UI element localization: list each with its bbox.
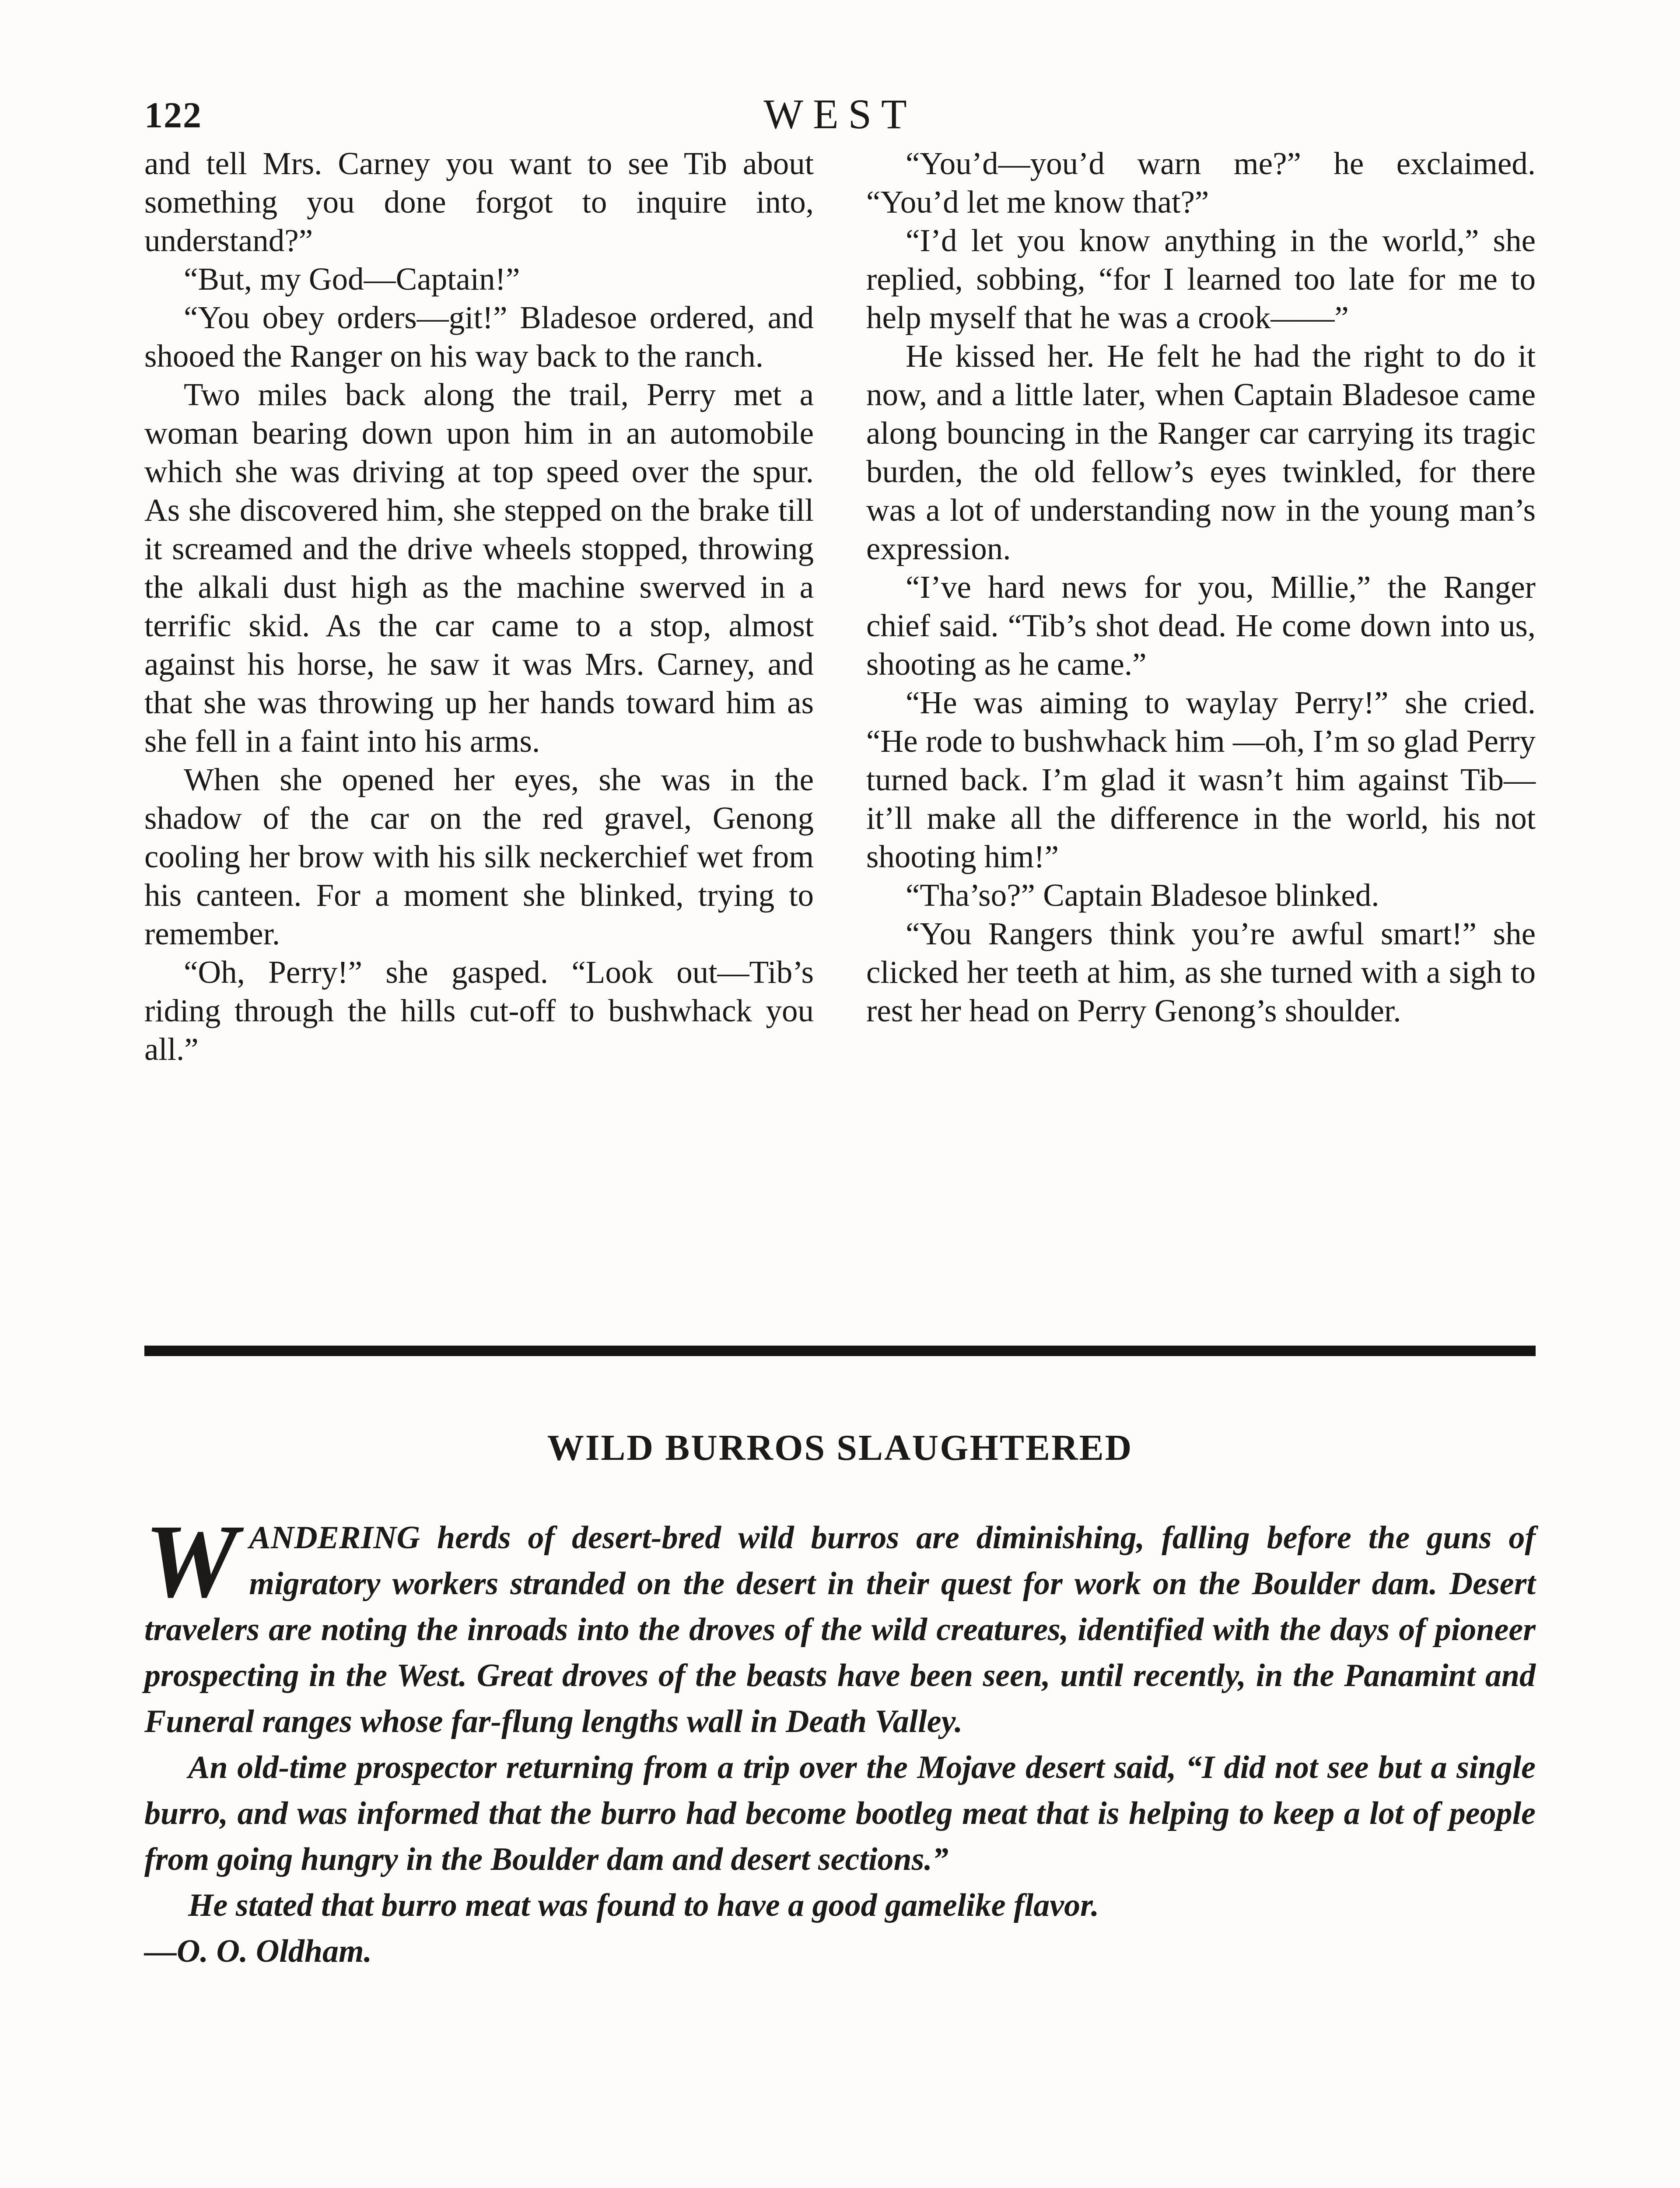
paragraph: “I’d let you know anything in the world,” she replied, sobbing, “for I learned too late for me to help myself that he was a crook——” <box>866 223 1536 335</box>
left-column <box>144 144 814 1069</box>
article-paragraph: An old-time prospector returning from a trip over the Mojave desert said, “I did not see but a single burro, and was informed that the burro had become bootleg meat that is helping to keep a lot of people from going hungry in the Boulder dam and desert sections.” <box>144 1750 1536 1877</box>
filler-article <box>144 1427 1536 1974</box>
paragraph: Two miles back along the trail, Perry met a woman bearing down upon him in an automobile which she was driving at top speed over the spur. As she discovered him, she stepped on the brake till it screamed and the drive wheels stopped, throwing the alkali dust high as the machine swerved in a terrific skid. As the car came to a stop, almost against his horse, he saw it was Mrs. Carney, and that she was throwing up her hands toward him as she fell in a faint into his arms. <box>144 377 814 759</box>
paragraph: “I’ve hard news for you, Millie,” the Ranger chief said. “Tib’s shot dead. He come down into us, shooting as he came.” <box>866 569 1536 682</box>
page-header <box>144 90 1536 142</box>
paragraph: “You’d—you’d warn me?” he exclaimed. “You’d let me know that?” <box>866 146 1536 220</box>
paragraph: “Tha’so?” Captain Bladesoe blinked. <box>906 877 1379 913</box>
paragraph: “You obey orders—git!” Bladesoe ordered, and shooed the Ranger on his way back to the ranch. <box>144 300 814 374</box>
drop-cap: W <box>144 1503 238 1619</box>
article-paragraph: He stated that burro meat was found to have a good gamelike flavor. <box>188 1887 1099 1923</box>
paragraph: and tell Mrs. Carney you want to see Tib about something you done forgot to inquire into, understand?” <box>144 146 814 258</box>
byline: —O. O. Oldham. <box>144 1933 372 1969</box>
paragraph: “But, my God—Captain!” <box>184 261 520 297</box>
story-columns <box>144 144 1536 1069</box>
article-paragraph <box>144 1503 1536 1745</box>
right-column <box>866 144 1536 1069</box>
paragraph: “Oh, Perry!” she gasped. “Look out—Tib’s riding through the hills cut-off to bushwhack you all.” <box>144 954 814 1067</box>
page-number: 122 <box>144 95 202 136</box>
running-head: WEST <box>763 91 917 137</box>
article-title: WILD BURROS SLAUGHTERED <box>547 1427 1133 1468</box>
paragraph: “You Rangers think you’re awful smart!” she clicked her teeth at him, as she turned with a sigh to rest her head on Perry Genong’s shoulder. <box>866 916 1536 1028</box>
article-paragraph-text: ANDERING herds of desert-bred wild burros are diminishing, falling before the guns of migratory workers stranded on the desert in their quest for work on the Boulder dam. Desert travelers are noting the inroads into the droves of the wild creatures, identified with the days of pioneer prospecting in the West. Great droves of the beasts have been seen, until recently, in the Panamint and Funeral ranges whose far-flung lengths wall in Death Valley. <box>144 1520 1536 1739</box>
paragraph: “He was aiming to waylay Perry!” she cried. “He rode to bushwhack him —oh, I’m so glad Perry turned back. I’m glad it wasn’t him against Tib— it’ll make all the difference in the world, his not shooting him!” <box>866 685 1536 874</box>
paragraph: When she opened her eyes, she was in the shadow of the car on the red gravel, Genong cooling her brow with his silk neckerchief wet from his canteen. For a moment she blinked, trying to remember. <box>144 762 814 951</box>
section-divider <box>144 1346 1536 1356</box>
paragraph: He kissed her. He felt he had the right to do it now, and a little later, when Captain Bladesoe came along bouncing in the Ranger car carrying its tragic burden, the old fellow’s eyes twinkled, for there was a lot of understanding now in the young man’s expression. <box>866 338 1536 566</box>
